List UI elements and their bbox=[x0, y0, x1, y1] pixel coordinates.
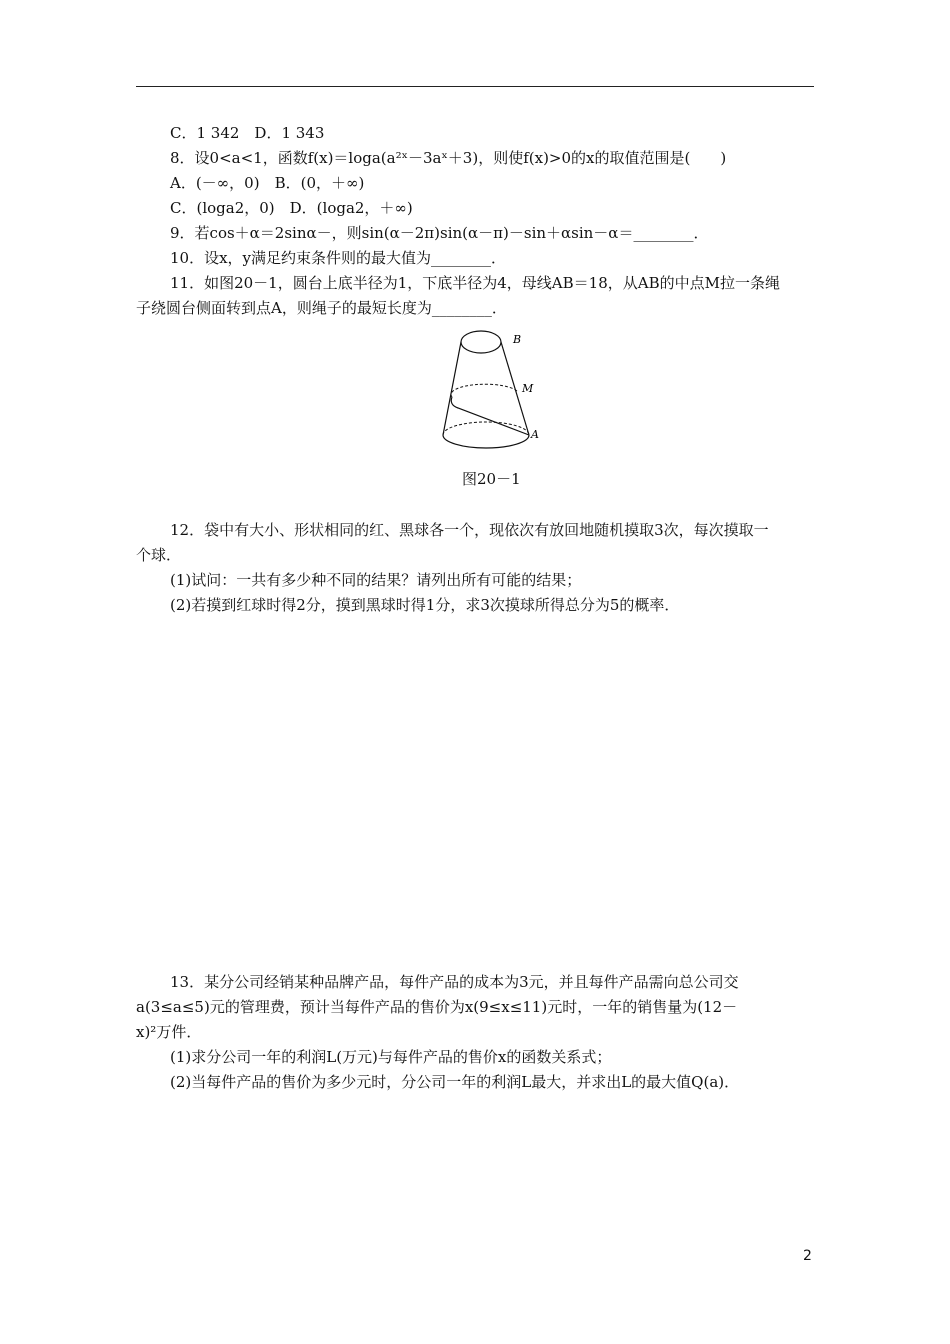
q12-part2: (2)若摸到红球时得2分，摸到黑球时得1分，求3次摸球所得总分为5的概率． bbox=[170, 596, 680, 614]
frustum-figure bbox=[438, 322, 548, 470]
label-b: B bbox=[513, 333, 522, 346]
page-number: 2 bbox=[803, 1248, 812, 1264]
q13-stem: 13．某分公司经销某种品牌产品，每件产品的成本为3元，并且每件产品需向总公司交 bbox=[170, 973, 739, 991]
label-a: A bbox=[531, 428, 539, 441]
label-m: M bbox=[522, 382, 534, 395]
q8-options-cd: C．(loga2，0) D．(loga2，＋∞) bbox=[170, 199, 413, 217]
q10-stem: 10．设x，y满足约束条件则的最大值为________． bbox=[170, 249, 507, 267]
q12-part1: (1)试问：一共有多少种不同的结果？请列出所有可能的结果； bbox=[170, 571, 582, 589]
q13-stem-cont1: a(3≤a≤5)元的管理费，预计当每件产品的售价为x(9≤x≤11)元时，一年的销售量为(12－ bbox=[136, 998, 738, 1016]
q12-stem: 12．袋中有大小、形状相同的红、黑球各一个，现依次有放回地随机摸取3次，每次摸取一 bbox=[170, 521, 769, 539]
q11-stem-cont: 子绕圆台侧面转到点A，则绳子的最短长度为________． bbox=[136, 299, 507, 317]
q9-stem: 9．若cos＋α＝2sinα－，则sin(α－2π)sin(α－π)－sin＋αsin－α＝________． bbox=[170, 224, 709, 242]
q7-options-cd: C．1 342 D．1 343 bbox=[170, 124, 325, 142]
q13-part2: (2)当每件产品的售价为多少元时，分公司一年的利润L最大，并求出L的最大值Q(a)． bbox=[170, 1073, 740, 1091]
q8-stem: 8．设0<a<1，函数f(x)＝loga(a²ˣ－3aˣ＋3)，则使f(x)>0的x的取值范围是( ) bbox=[170, 149, 727, 167]
q11-stem: 11．如图20－1，圆台上底半径为1，下底半径为4，母线AB＝18，从AB的中点M拉一条绳 bbox=[170, 274, 780, 292]
q8-options-ab: A．(－∞，0) B．(0，＋∞) bbox=[170, 174, 365, 192]
header-rule bbox=[136, 86, 814, 87]
figure-caption: 图20－1 bbox=[462, 470, 521, 488]
q13-stem-cont2: x)²万件． bbox=[136, 1023, 202, 1041]
q13-part1: (1)求分公司一年的利润L(万元)与每件产品的售价x的函数关系式； bbox=[170, 1048, 612, 1066]
q12-stem-cont: 个球． bbox=[136, 546, 182, 564]
